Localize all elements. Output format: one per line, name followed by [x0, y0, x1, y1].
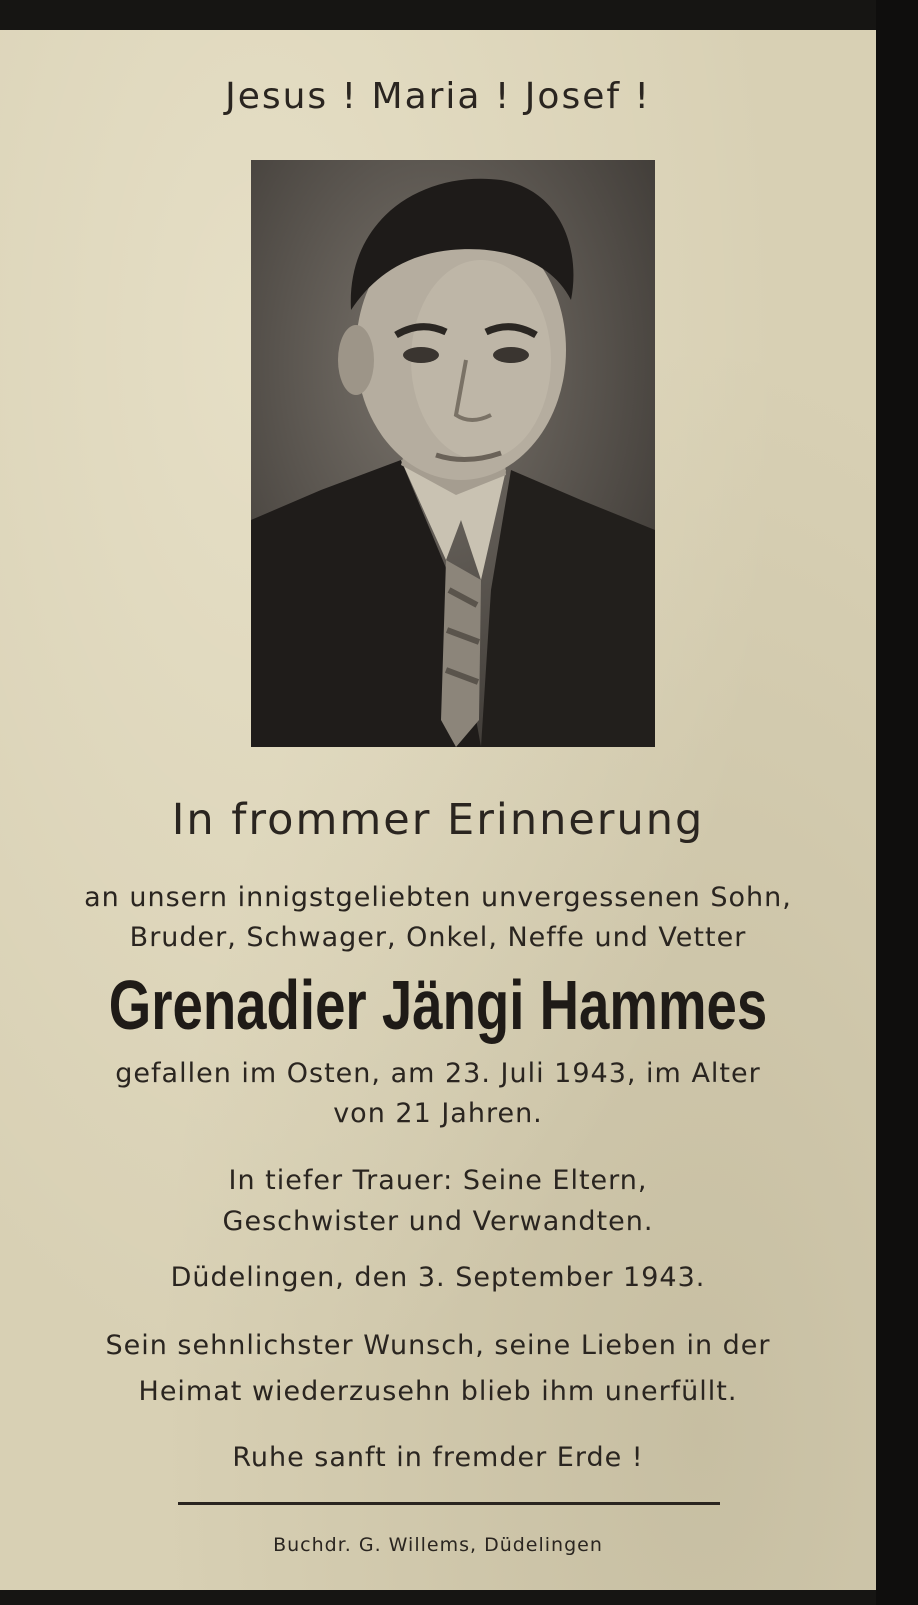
death-details-line-1: gefallen im Osten, am 23. Juli 1943, im Alter	[115, 1058, 761, 1089]
religious-heading: Jesus ! Maria ! Josef !	[225, 76, 651, 117]
dedication-line-2: Bruder, Schwager, Onkel, Neffe und Vetter	[129, 922, 747, 953]
dedication-line-1: an unsern innigstgeliebten unvergessenen Sohn,	[84, 882, 792, 913]
portrait-photo	[251, 160, 655, 747]
place-and-date: Düdelingen, den 3. September 1943.	[170, 1262, 706, 1293]
memory-title: In frommer Erinnerung	[171, 795, 705, 845]
portrait-image	[251, 160, 655, 747]
wish-line-2: Heimat wiederzusehn blieb ihm unerfüllt.	[138, 1376, 738, 1407]
death-details-line-2: von 21 Jahren.	[333, 1098, 543, 1129]
mourners-line-2: Geschwister und Verwandten.	[222, 1206, 654, 1237]
mourners-line-1: In tiefer Trauer: Seine Eltern,	[228, 1165, 648, 1196]
memorial-card	[0, 30, 876, 1590]
rest-in-peace-line: Ruhe sanft in fremder Erde !	[232, 1442, 644, 1473]
divider-line	[178, 1502, 720, 1505]
printer-credit: Buchdr. G. Willems, Düdelingen	[273, 1534, 603, 1556]
black-mourning-border	[876, 0, 918, 1605]
wish-line-1: Sein sehnlichster Wunsch, seine Lieben in der	[105, 1330, 771, 1361]
deceased-name: Grenadier Jängi Hammes	[108, 966, 768, 1044]
